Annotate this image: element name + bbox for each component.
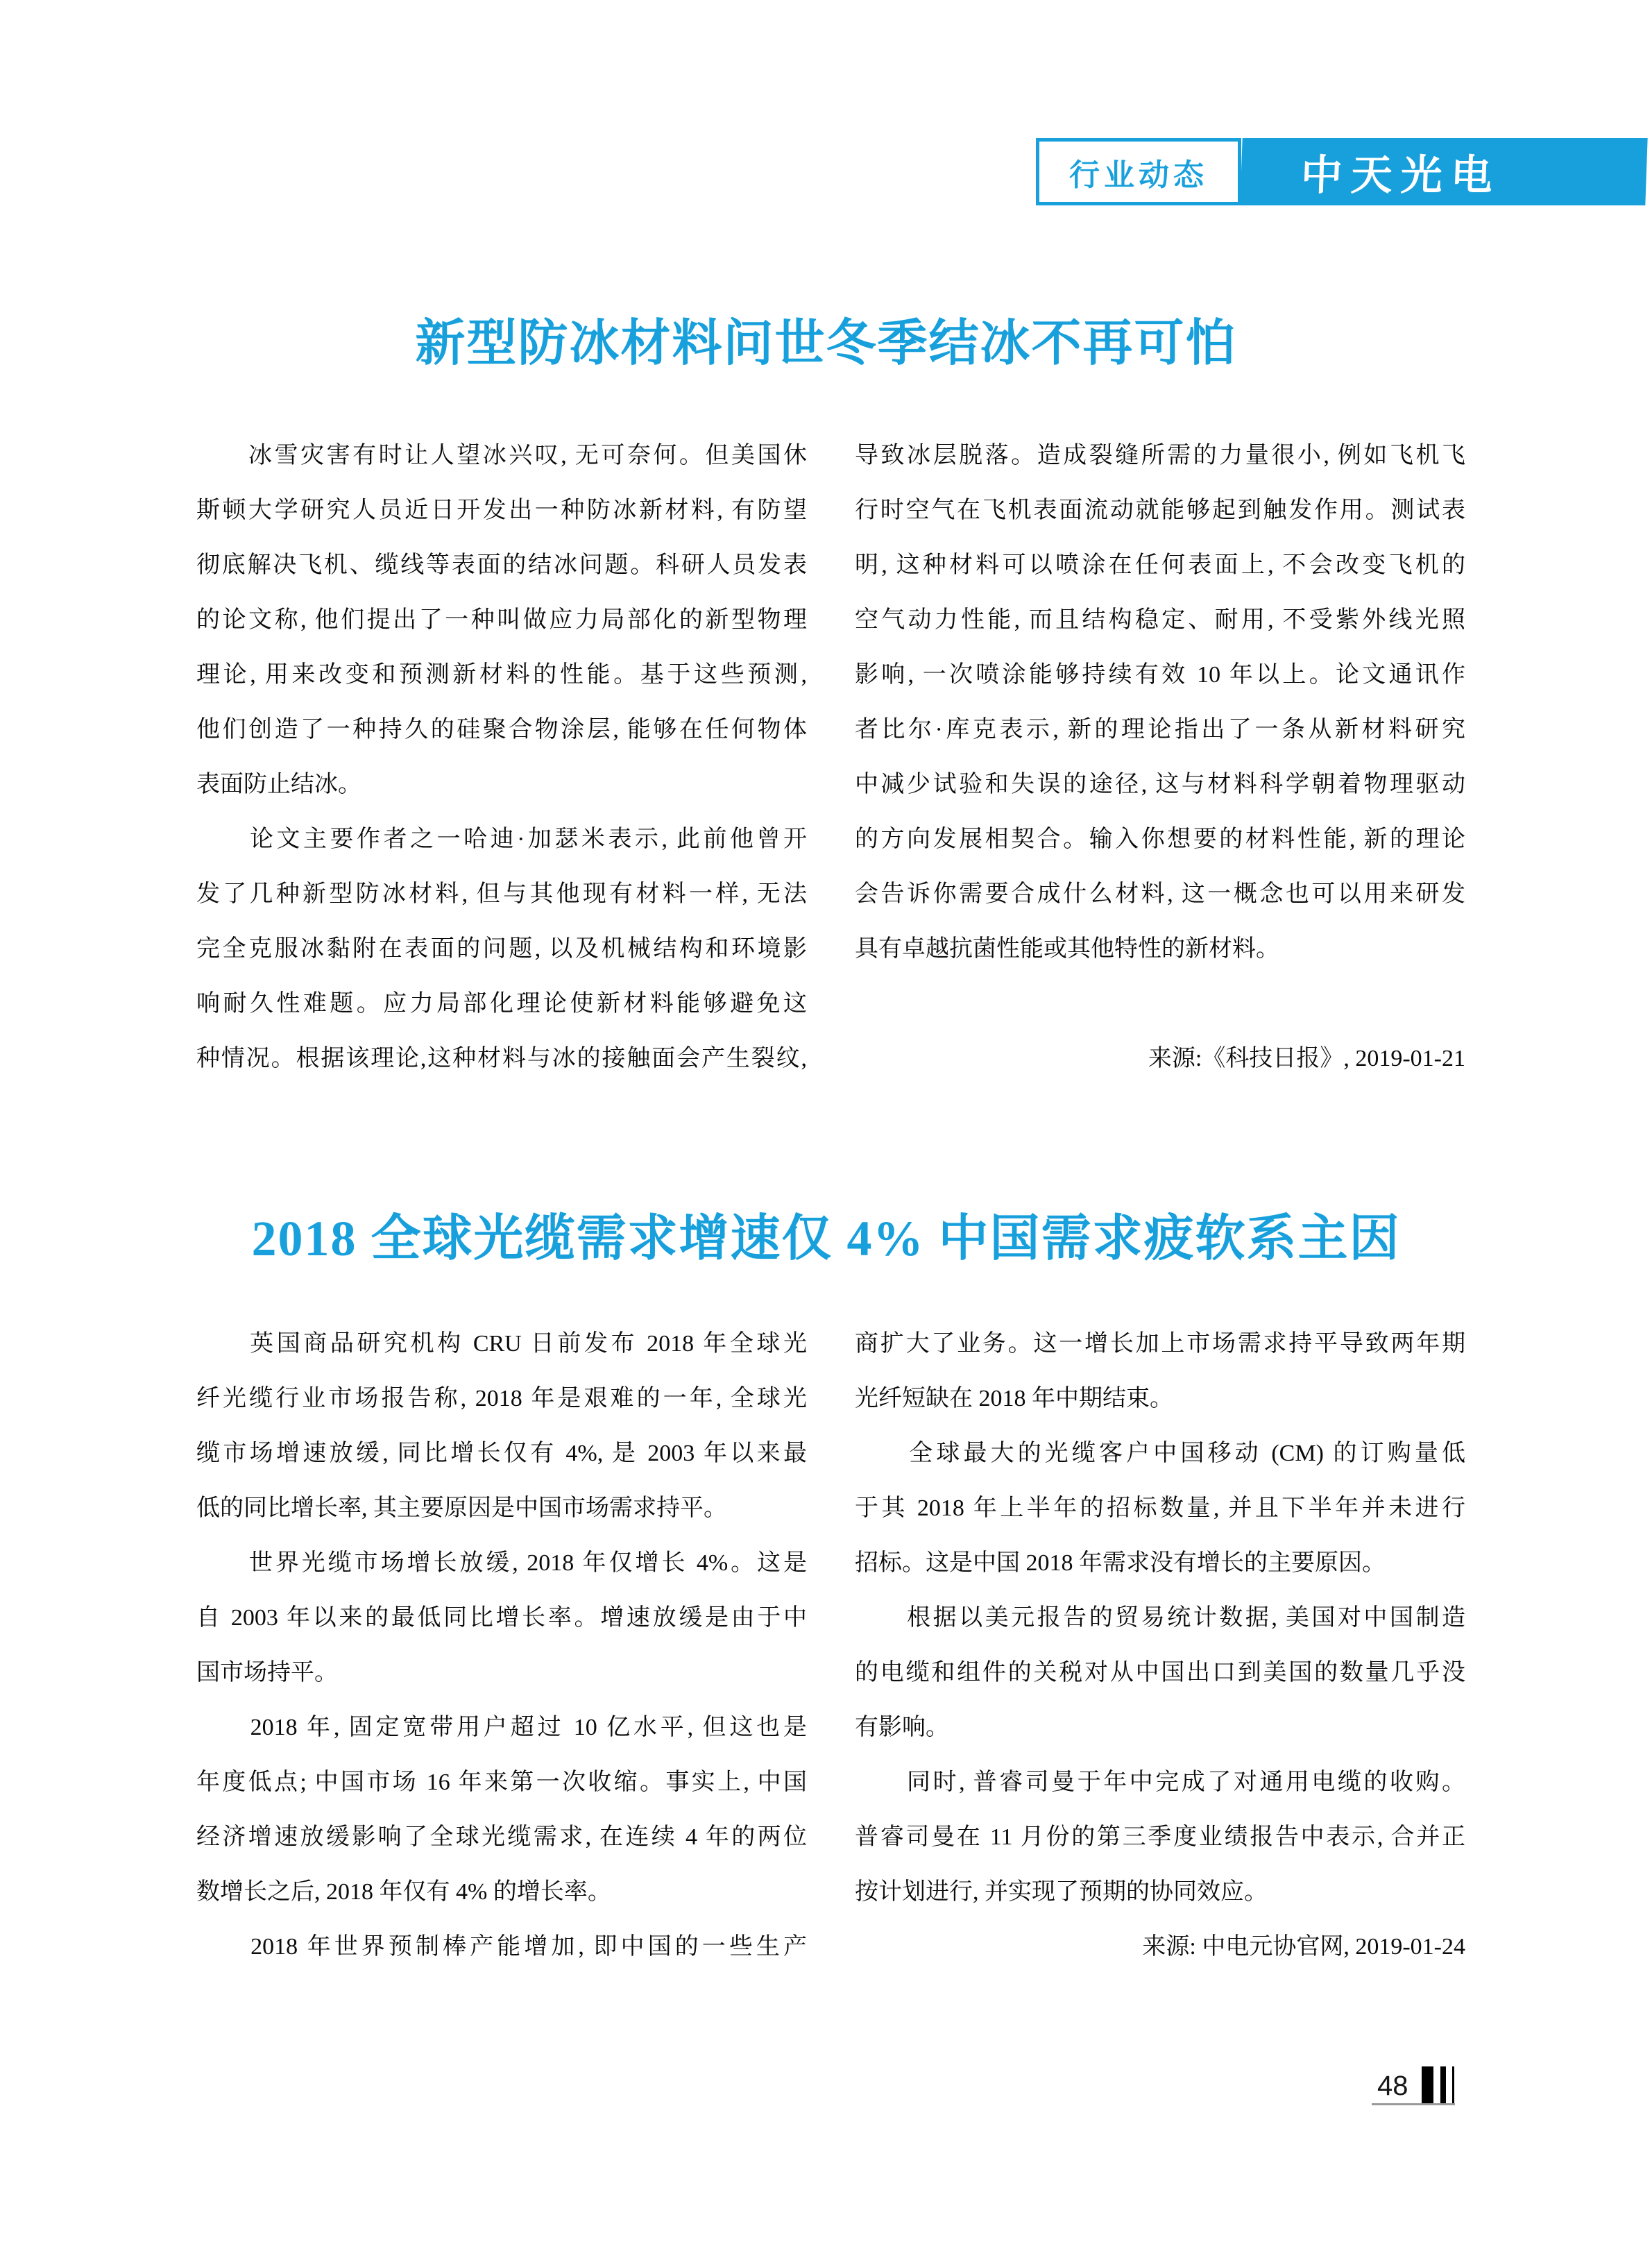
text-line: 数增长之后, 2018 年仅有 4% 的增长率。 (196, 1879, 611, 1905)
text-line: 的电缆和组件的关税对从中国出口到美国的数量几乎没 (855, 1660, 1465, 1685)
text-line: 2018 年, 固定宽带用户超过 10 亿水平, 但这也是 (196, 1715, 807, 1740)
text-line: 世界光缆市场增长放缓, 2018 年仅增长 4%。这是 (196, 1550, 807, 1576)
text-line: 全球最大的光缆客户中国移动 (CM) 的订购量低 (855, 1441, 1465, 1466)
text-line: 低的同比增长率, 其主要原因是中国市场需求持平。 (196, 1495, 727, 1521)
text-line: 彻底解决飞机、缆线等表面的结冰问题。科研人员发表 (196, 552, 807, 578)
brand-logo: 中天光电 (1240, 138, 1647, 205)
article1-title: 新型防冰材料问世冬季结冰不再可怕 (415, 316, 1237, 371)
footer-bar-thick (1422, 2066, 1433, 2103)
text-line: 中减少试验和失误的途径, 这与材料科学朝着物理驱动 (855, 772, 1465, 797)
text-line: 具有卓越抗菌性能或其他特性的新材料。 (855, 936, 1279, 962)
text-line: 2018 年世界预制棒产能增加, 即中国的一些生产 (196, 1934, 807, 1960)
text-line: 商扩大了业务。这一增长加上市场需求持平导致两年期 (855, 1331, 1465, 1357)
text-line: 光纤短缺在 2018 年中期结束。 (855, 1386, 1173, 1411)
footer-bar-thin (1452, 2066, 1454, 2103)
text-line: 缆市场增速放缓, 同比增长仅有 4%, 是 2003 年以来最 (196, 1441, 807, 1466)
text-line: 经济增速放缓影响了全球光缆需求, 在连续 4 年的两位 (196, 1824, 807, 1850)
text-line: 种情况。根据该理论,这种材料与冰的接触面会产生裂纹, (196, 1046, 807, 1071)
text-line: 明, 这种材料可以喷涂在任何表面上, 不会改变飞机的 (855, 552, 1465, 578)
article1-left-column (196, 428, 807, 1086)
text-line: 者比尔·库克表示, 新的理论指出了一条从新材料研究 (855, 717, 1465, 742)
header-brand-strip (1036, 138, 1646, 205)
article2-left-column (196, 1316, 807, 1974)
text-line: 行时空气在飞机表面流动就能够起到触发作用。测试表 (855, 498, 1465, 523)
text-line: 导致冰层脱落。造成裂缝所需的力量很小, 例如飞机飞 (855, 443, 1465, 468)
text-line: 招标。这是中国 2018 年需求没有增长的主要原因。 (855, 1550, 1386, 1576)
text-line: 于其 2018 年上半年的招标数量, 并且下半年并未进行 (855, 1495, 1465, 1521)
text-line: 的论文称, 他们提出了一种叫做应力局部化的新型物理 (196, 607, 807, 633)
article2-title: 2018 全球光缆需求增速仅 4% 中国需求疲软系主因 (251, 1211, 1401, 1266)
section-tab: 行业动态 (1036, 138, 1241, 205)
text-line: 同时, 普睿司曼于年中完成了对通用电缆的收购。 (855, 1769, 1465, 1795)
text-line: 他们创造了一种持久的硅聚合物涂层, 能够在任何物体 (196, 717, 807, 742)
text-line: 空气动力性能, 而且结构稳定、耐用, 不受紫外线光照 (855, 607, 1465, 633)
page-number: 48 (1377, 2071, 1408, 2101)
text-line: 响耐久性难题。应力局部化理论使新材料能够避免这 (196, 991, 807, 1017)
text-line: 根据以美元报告的贸易统计数据, 美国对中国制造 (855, 1605, 1465, 1631)
text-line: 按计划进行, 并实现了预期的协同效应。 (855, 1879, 1268, 1905)
text-line (855, 976, 1465, 1031)
text-line: 完全克服冰黏附在表面的问题, 以及机械结构和环境影 (196, 936, 807, 962)
text-line: 的方向发展相契合。输入你想要的材料性能, 新的理论 (855, 826, 1465, 852)
page-number-underline (1372, 2103, 1455, 2105)
text-line: 冰雪灾害有时让人望冰兴叹, 无可奈何。但美国休 (196, 443, 807, 468)
text-line: 斯顿大学研究人员近日开发出一种防冰新材料, 有防望 (196, 498, 807, 523)
text-line: 会告诉你需要合成什么材料, 这一概念也可以用来研发 (855, 881, 1465, 907)
text-line: 纤光缆行业市场报告称, 2018 年是艰难的一年, 全球光 (196, 1386, 807, 1411)
text-line: 国市场持平。 (196, 1660, 338, 1685)
text-line: 论文主要作者之一哈迪·加瑟米表示, 此前他曾开 (196, 826, 807, 852)
text-line: 年度低点; 中国市场 16 年来第一次收缩。事实上, 中国 (196, 1769, 807, 1795)
article2-right-column (855, 1316, 1465, 1974)
text-line: 来源:《科技日报》, 2019-01-21 (1148, 1046, 1465, 1071)
text-line: 理论, 用来改变和预测新材料的性能。基于这些预测, (196, 662, 807, 688)
text-line: 普睿司曼在 11 月份的第三季度业绩报告中表示, 合并正 (855, 1824, 1465, 1850)
text-line: 自 2003 年以来的最低同比增长率。增速放缓是由于中 (196, 1605, 807, 1631)
text-line: 表面防止结冰。 (196, 772, 361, 797)
article1-right-column (855, 428, 1465, 1086)
footer-bar-medium (1440, 2066, 1446, 2103)
text-line: 来源: 中电元协官网, 2019-01-24 (1142, 1934, 1465, 1960)
text-line: 发了几种新型防冰材料, 但与其他现有材料一样, 无法 (196, 881, 807, 907)
text-line: 影响, 一次喷涂能够持续有效 10 年以上。论文通讯作 (855, 662, 1465, 688)
text-line: 有影响。 (855, 1715, 949, 1740)
text-line: 英国商品研究机构 CRU 日前发布 2018 年全球光 (196, 1331, 807, 1357)
